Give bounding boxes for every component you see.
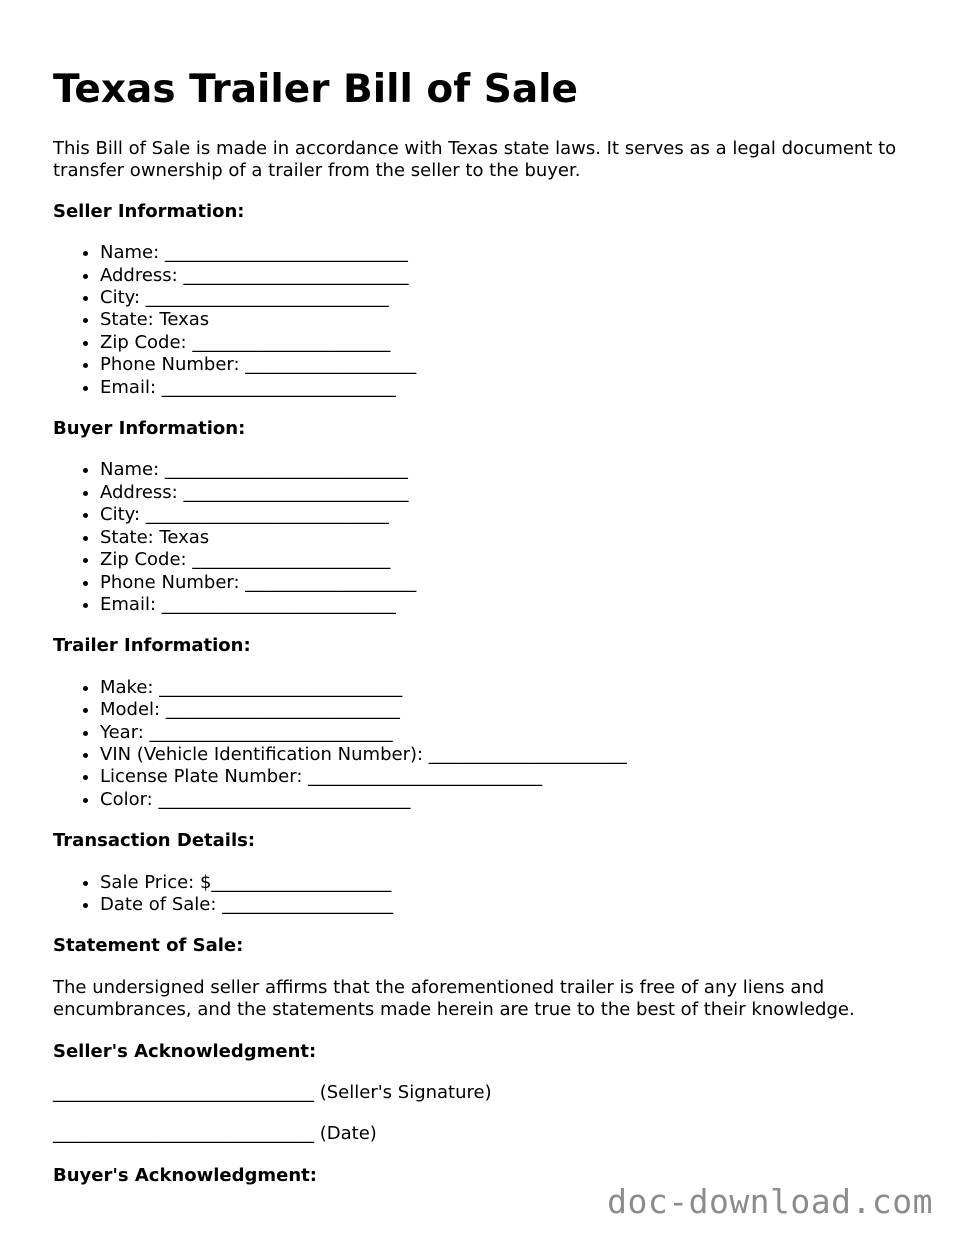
seller-acknowledgment-heading: Seller's Acknowledgment:: [53, 1040, 317, 1062]
list-item: • Sale Price: $____________________: [100, 872, 923, 894]
seller-signature-line: _____________________________ (Seller's Signature): [53, 1082, 492, 1103]
buyer-info-heading: Buyer Information:: [53, 418, 246, 440]
transaction-details-heading: Transaction Details:: [53, 830, 256, 852]
list-item: • Zip Code: ______________________: [100, 332, 923, 354]
list-item: • Model: __________________________: [100, 699, 923, 721]
intro-paragraph: This Bill of Sale is made in accordance with Texas state laws. It serves as a legal document to transfer ownership of a trailer from the seller to the buyer.: [53, 138, 897, 182]
list-item: • License Plate Number: __________________________: [100, 766, 923, 788]
list-item: • Address: _________________________: [100, 265, 923, 287]
list-item: • City: ___________________________: [100, 504, 923, 526]
statement-of-sale-heading: Statement of Sale:: [53, 935, 244, 957]
buyer-info-list: [53, 459, 923, 616]
list-item: • Phone Number: ___________________: [100, 354, 923, 376]
list-item: • City: ___________________________: [100, 287, 923, 309]
list-item: • Address: _________________________: [100, 482, 923, 504]
statement-paragraph: The undersigned seller affirms that the aforementioned trailer is free of any liens and encumbrances, and the statements made herein are true to the best of their knowledge.: [53, 976, 855, 1021]
list-item: • Name: ___________________________: [100, 242, 923, 264]
list-item: • Color: ____________________________: [100, 789, 923, 811]
transaction-details-list: [53, 872, 923, 917]
document-page: [53, 66, 923, 1206]
buyer-acknowledgment-heading: Buyer's Acknowledgment:: [53, 1164, 317, 1186]
list-item: • VIN (Vehicle Identification Number): ______________________: [100, 744, 923, 766]
list-item: • Email: __________________________: [100, 594, 923, 616]
list-item: • Year: ___________________________: [100, 722, 923, 744]
watermark-text: doc-download.com: [607, 1182, 933, 1221]
seller-info-list: [53, 242, 923, 399]
document-title: Texas Trailer Bill of Sale: [53, 67, 578, 112]
list-item: • Name: ___________________________: [100, 459, 923, 481]
list-item: • Make: ___________________________: [100, 677, 923, 699]
list-item: • Date of Sale: ___________________: [100, 894, 923, 916]
list-item: • Email: __________________________: [100, 377, 923, 399]
list-item: • State: Texas: [100, 527, 923, 549]
trailer-info-heading: Trailer Information:: [53, 635, 251, 657]
seller-info-heading: Seller Information:: [53, 200, 245, 222]
list-item: • Zip Code: ______________________: [100, 549, 923, 571]
trailer-info-list: [53, 677, 923, 811]
list-item: • State: Texas: [100, 309, 923, 331]
list-item: • Phone Number: ___________________: [100, 572, 923, 594]
seller-date-line: _____________________________ (Date): [53, 1123, 377, 1145]
